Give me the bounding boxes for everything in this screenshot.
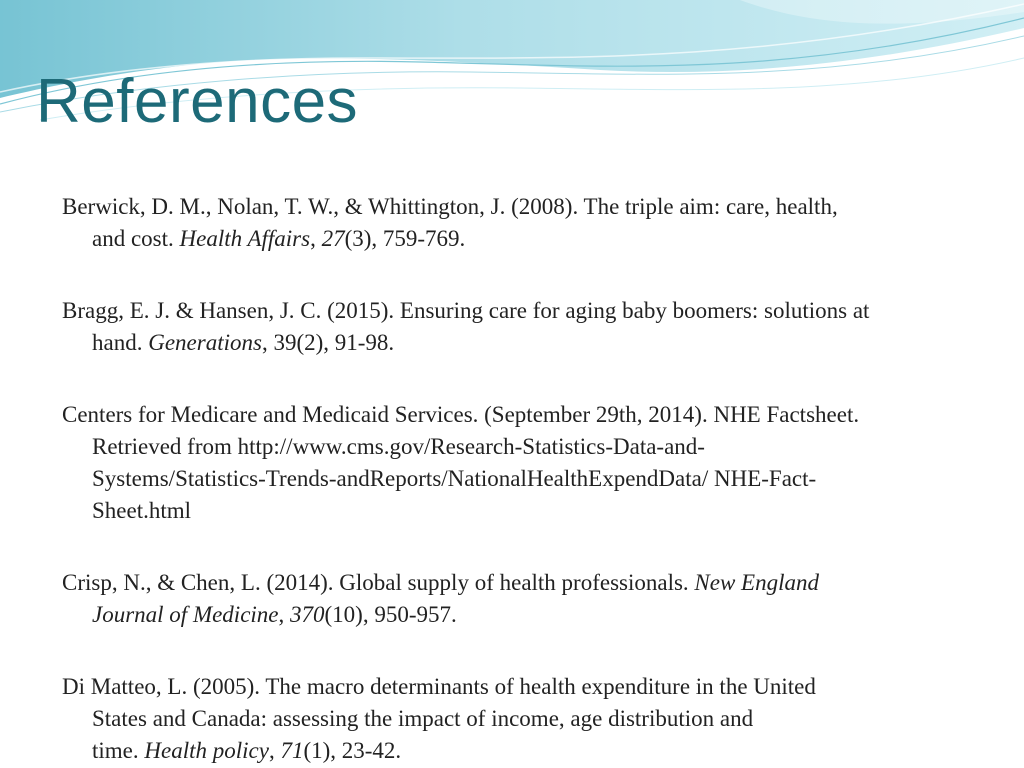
journal-title: Health Affairs bbox=[179, 226, 311, 251]
journal-volume: 370 bbox=[290, 602, 325, 627]
slide-title: References bbox=[36, 67, 359, 136]
reference-text: Berwick, D. M., Nolan, T. W., & Whittington, J. (2008). The triple aim: care, health, and cost. bbox=[62, 194, 838, 251]
reference-pages: (3), 759-769. bbox=[344, 226, 466, 251]
reference-pages: (10), 950-957. bbox=[324, 602, 457, 627]
reference-pages: 39(2), 91-98. bbox=[273, 330, 395, 355]
reference-pages: (1), 23-42. bbox=[303, 738, 402, 763]
reference-sep: , bbox=[268, 738, 281, 763]
reference-item bbox=[62, 399, 1007, 527]
reference-item bbox=[62, 567, 1007, 631]
journal-volume: 27 bbox=[321, 226, 345, 251]
reference-text: Di Matteo, L. (2005). The macro determinants of health expenditure in the United States and Canada: assessing the impact of income, age distribution and time. bbox=[62, 674, 816, 763]
reference-item bbox=[62, 191, 1007, 255]
journal-title: Health policy bbox=[144, 738, 269, 763]
reference-item bbox=[62, 671, 1007, 767]
reference-text: Bragg, E. J. & Hansen, J. C. (2015). Ensuring care for aging baby boomers: solutions at hand. bbox=[62, 298, 870, 355]
reference-item bbox=[62, 295, 1007, 359]
reference-text: Centers for Medicare and Medicaid Services. (September 29th, 2014). NHE Factsheet. Retrieved from http://www.cms.gov/Research-Statistics-Data-and- Systems/Statistics-Trends-andReports/NationalHealthExpendData/ NHE-Fact- Sheet.html bbox=[62, 402, 860, 523]
reference-sep: , bbox=[278, 602, 291, 627]
journal-title: New England Journal of Medicine bbox=[92, 570, 820, 627]
reference-sep: , bbox=[261, 330, 274, 355]
reference-text: Crisp, N., & Chen, L. (2014). Global supply of health professionals. bbox=[62, 570, 695, 595]
journal-title: Generations bbox=[148, 330, 262, 355]
reference-sep: , bbox=[310, 226, 322, 251]
reference-list bbox=[62, 168, 1007, 768]
journal-volume: 71 bbox=[280, 738, 304, 763]
